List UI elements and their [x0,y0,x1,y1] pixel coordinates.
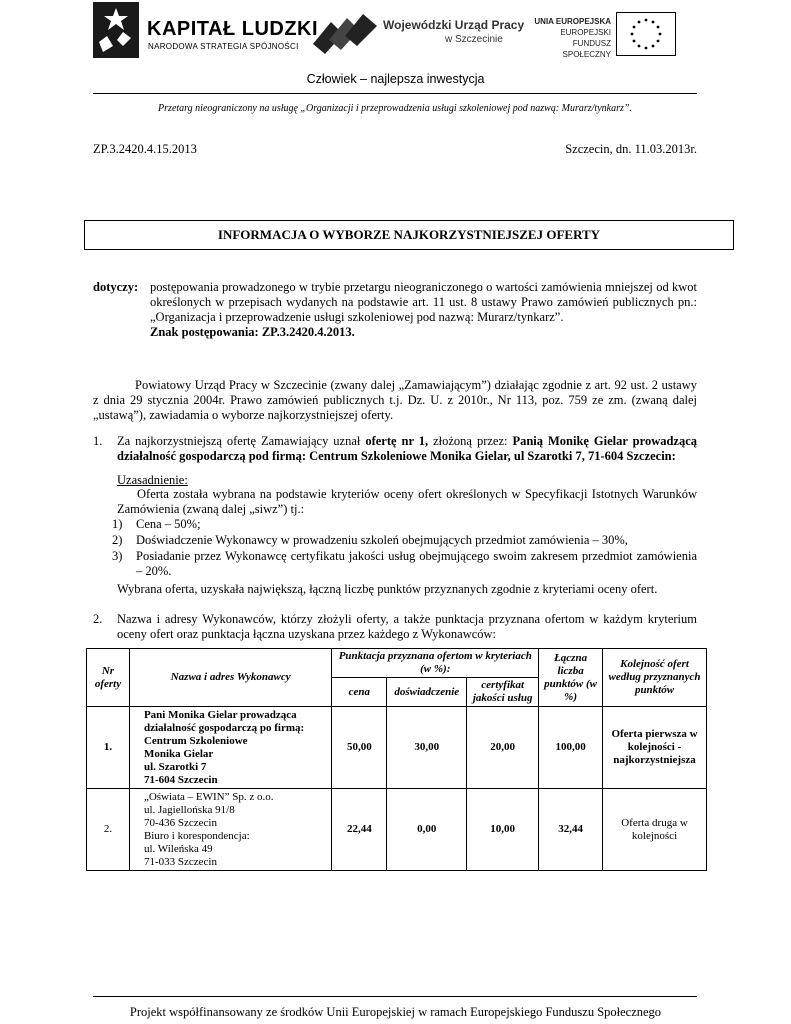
name-line: 71-033 Szczecin [143,855,217,868]
justification-text: Oferta została wybrana na podstawie kryteriów oceny ofert określonych w Specyfikacji Istotnych Warunków Zamówienia (zwaną dalej „siwz”) tj.: [117,487,697,516]
item1-text [117,434,697,464]
col-header-order: Kolejność ofert według przyznanych punktów [603,649,707,707]
name-line: Monika Gielar [143,747,214,760]
wup-name: Wojewódzki Urząd Pracy [383,18,525,32]
ue-line3: FUNDUSZ SPOŁECZNY [562,39,611,59]
cell-price: 22,44 [332,789,387,871]
footer-text: Projekt współfinansowany ze środków Unii Europejskiej w ramach Europejskiego Funduszu Społecznego [129,1005,662,1019]
col-header-exp: doświadczenie [387,678,467,707]
name-line: 70-436 Szczecin [143,816,217,829]
ue-line2: EUROPEJSKI [560,28,611,37]
cell-price: 50,00 [332,707,387,789]
criterion-item [112,517,697,532]
selected-note: Wybrana oferta, uzyskała największą, łączną liczbę punktów przyznanych zgodnie z kryteriami oceny ofert. [117,582,658,596]
cell-nr: 2. [87,789,130,871]
name-line: Biuro i korespondencja: [143,829,250,842]
name-line: 71-604 Szczecin [143,773,218,786]
justification-label: Uzasadnienie: [117,473,188,487]
col-header-name: Nazwa i adres Wykonawcy [129,649,331,707]
cell-cert: 20,00 [467,707,539,789]
cell-name [129,707,331,789]
cell-name [129,789,331,871]
intro-paragraph: Powiatowy Urząd Pracy w Szczecinie (zwany dalej „Zamawiającym”) działając zgodnie z art. 92 ust. 2 ustawy z dnia 29 stycznia 2004r. Prawo zamówień publicznych t.j. Dz. U. z 2010r., Nr 113, poz. 759 ze zm. (zwaną dalej „ustawą”), zawiadamia o wyborze najkorzystniejszej oferty. [93,378,697,422]
cell-total: 32,44 [539,789,603,871]
cell-cert: 10,00 [467,789,539,871]
item1-num: 1. [93,434,103,448]
wup-city: w Szczecinie [445,34,503,45]
cell-exp: 0,00 [387,789,467,871]
col-header-points: Punktacja przyznana ofertom w kryteriach (w %): [332,649,539,678]
table-header-row [87,649,707,678]
criteria-list [112,517,697,579]
name-line: ul. Szarotki 7 [143,760,207,773]
table-row [87,789,707,871]
wup-logo [313,12,525,56]
eu-flag-icon [616,12,676,56]
tender-line: Przetarg nieograniczony na usługę „Organizacji i przeprowadzenia usługi szkoleniowej pod nazwą: Murarz/tynkarz”. [158,103,632,114]
item2-text: Nazwa i adresy Wykonawców, którzy złożyli oferty, a także punktacja przyznana ofertom w każdym kryterium oceny ofert oraz punktacja łączna uzyskana przez każdego z Wykonawców: [117,612,697,641]
cell-nr: 1. [87,707,130,789]
criterion-item [112,533,697,548]
concerns-block [150,280,697,340]
page-title: INFORMACJA O WYBORZE NAJKORZYSTNIEJSZEJ OFERTY [217,227,601,242]
kl-title: KAPITAŁ LUDZKI [147,18,319,40]
col-header-cert: certyfikat jakości usług [467,678,539,707]
name-line: działalność gospodarczą po firmą: [143,721,305,734]
concerns-code: Znak postępowania: ZP.3.2420.4.2013. [150,325,355,339]
cell-total: 100,00 [539,707,603,789]
name-line: ul. Jagiellońska 91/8 [143,803,235,816]
col-header-price: cena [332,678,387,707]
item1-c: złożoną przez: [433,434,508,448]
ue-text [527,16,611,60]
ue-line1: UNIA EUROPEJSKA [534,17,611,26]
criterion-text: Doświadczenie Wykonawcy w prowadzeniu szkoleń obejmujących przedmiot zamówienia – 30%, [136,533,628,547]
offers-table [86,648,707,871]
cell-order: Oferta pierwsza w kolejności - najkorzystniejsza [603,707,707,789]
item1-d: Panią Monikę Gielar prowadzącą działalność gospodarczą pod firmą: Centrum Szkoleniowe Monika Gielar, ul Szarotki 7, 71-604 Szczecin: [117,434,698,463]
cell-exp: 30,00 [387,707,467,789]
header-divider [93,93,697,94]
name-line: Pani Monika Gielar prowadząca [143,708,297,721]
criterion-text: Posiadanie przez Wykonawcę certyfikatu jakości usług obejmującego swoim zakresem przedmiot zamówienia – 20%. [136,549,697,578]
place-date: Szczecin, dn. 11.03.2013r. [565,142,697,156]
table-row [87,707,707,789]
col-header-total: Łączna liczba punktów (w %) [539,649,603,707]
title-box [84,220,734,250]
col-header-nr: Nr oferty [87,649,130,707]
wup-emblem-icon [313,14,377,54]
item1-b: ofertę nr 1, [365,434,429,448]
name-line: Centrum Szkoleniowe [143,734,248,747]
kapital-ludzki-emblem-icon [93,2,139,58]
motto: Człowiek – najlepsza inwestycja [306,72,485,86]
footer-divider [93,996,697,997]
concerns-text: postępowania prowadzonego w trybie przetargu nieograniczonego o wartości zamówienia mniejszej od kwot określonych w przepisach wydanych na podstawie art. 11 ust. 8 ustawy Prawo zamówień publicznych pn.: „Organizacja i przeprowadzenie usługi szkoleniowej pod nazwą: Murarz/tynkarz”. [150,280,697,324]
criterion-item [112,549,697,579]
concerns-label: dotyczy: [93,280,139,294]
criterion-num: 2) [112,533,123,547]
criterion-num: 1) [112,517,123,531]
kl-subtitle: NARODOWA STRATEGIA SPÓJNOŚCI [148,42,299,51]
kapital-ludzki-logo [93,2,319,60]
name-line: ul. Wileńska 49 [143,842,213,855]
item2-num: 2. [93,612,103,626]
name-line: „Oświata – EWIN” Sp. z o.o. [143,790,274,803]
cell-order: Oferta druga w kolejności [603,789,707,871]
item1-a: Za najkorzystniejszą ofertę Zamawiający uznał [117,434,361,448]
criterion-text: Cena – 50%; [136,517,201,531]
document-ref: ZP.3.2420.4.15.2013 [93,142,197,156]
criterion-num: 3) [112,549,123,563]
